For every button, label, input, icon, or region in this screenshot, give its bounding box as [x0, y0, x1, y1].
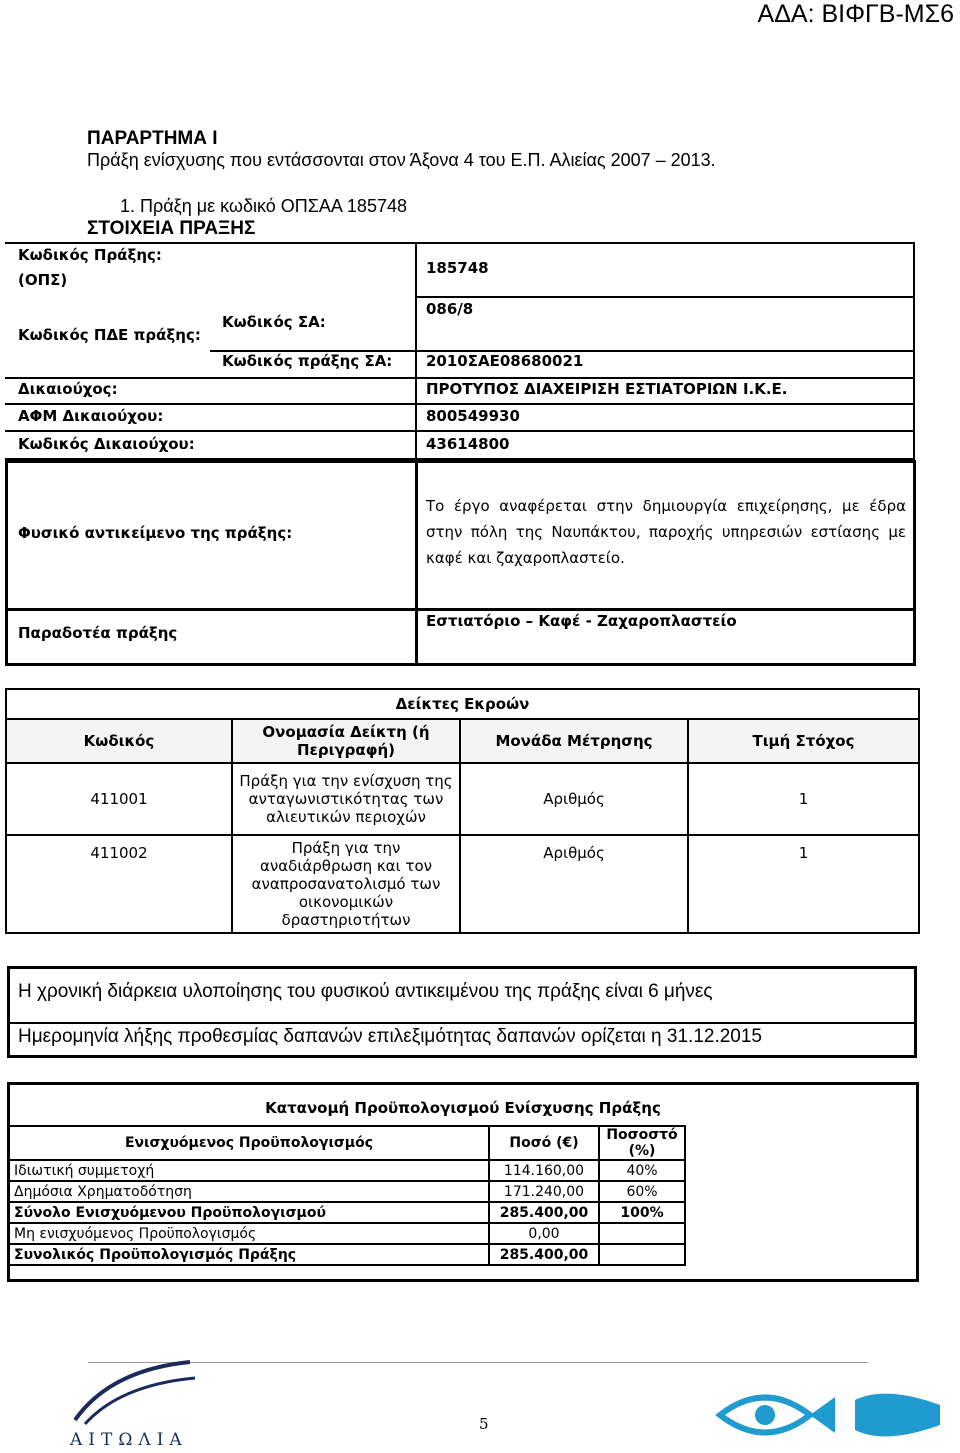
indicators-table [5, 688, 920, 934]
budget-pct [599, 1244, 685, 1265]
budget-col-amount: Ποσό (€) [489, 1126, 599, 1160]
budget-amount: 285.400,00 [489, 1202, 599, 1223]
action-item: 1. Πράξη με κωδικό ΟΠΣΑΑ 185748 [120, 196, 407, 216]
table-row [6, 763, 919, 835]
code-label: Κωδικός Πράξης: [18, 246, 162, 264]
indicator-target: 1 [688, 835, 919, 933]
code-label-ops: (ΟΠΣ) [18, 271, 68, 289]
indicator-unit: Αριθμός [460, 763, 688, 835]
aitolia-logo [70, 1360, 200, 1450]
budget-pct [599, 1223, 685, 1244]
annex-subtitle: Πράξη ενίσχυσης που εντάσσονται στον Άξονα 4 του Ε.Π. Αλιείας 2007 – 2013. [87, 150, 716, 170]
afm-value: 800549930 [426, 407, 520, 425]
table-row [9, 1202, 685, 1223]
budget-label: Μη ενισχυόμενος Προϋπολογισμός [9, 1223, 489, 1244]
budget-pct: 40% [599, 1160, 685, 1181]
indicator-target: 1 [688, 763, 919, 835]
object-value: Το έργο αναφέρεται στην δημιουργία επιχείρησης, με έδρα στην πόλη της Ναυπάκτου, παροχής υπηρεσιών εστίασης με καφέ και ζαχαροπλαστείο. [426, 497, 906, 567]
table-row [9, 1181, 685, 1202]
fish-icon [715, 1385, 945, 1445]
duration-box [7, 966, 917, 1058]
page-number: 5 [479, 1415, 489, 1433]
budget-label: Σύνολο Ενισχυόμενου Προϋπολογισμού [9, 1202, 489, 1223]
budget-amount: 285.400,00 [489, 1244, 599, 1265]
code-value: 185748 [426, 259, 489, 277]
budget-col-pct: Ποσοστό (%) [599, 1126, 685, 1160]
budget-pct: 60% [599, 1181, 685, 1202]
wave-icon [70, 1360, 200, 1430]
deadline-text: Ημερομηνία λήξης προθεσμίας δαπανών επιλεξιμότητας δαπανών ορίζεται η 31.12.2015 [18, 1026, 762, 1047]
budget-label: Ιδιωτική συμμετοχή [9, 1160, 489, 1181]
budget-label: Δημόσια Χρηματοδότηση [9, 1181, 489, 1202]
budget-amount: 0,00 [489, 1223, 599, 1244]
beneficiary-code-label: Κωδικός Δικαιούχου: [18, 435, 195, 453]
beneficiary-code-value: 43614800 [426, 435, 510, 453]
object-label: Φυσικό αντικείμενο της πράξης: [18, 524, 293, 542]
indicators-title: Δείκτες Εκροών [6, 689, 919, 719]
table-row [9, 1223, 685, 1244]
col-name: Ονομασία Δείκτη (ή Περιγραφή) [232, 719, 460, 763]
deliverables-value: Εστιατόριο – Καφέ - Ζαχαροπλαστείο [426, 612, 737, 630]
indicator-code: 411001 [6, 763, 232, 835]
indicator-unit: Αριθμός [460, 835, 688, 933]
budget-title: Κατανομή Προϋπολογισμού Ενίσχυσης Πράξης [265, 1099, 661, 1117]
budget-col-label: Ενισχυόμενος Προϋπολογισμός [9, 1126, 489, 1160]
col-target: Τιμή Στόχος [688, 719, 919, 763]
table-row [6, 835, 919, 933]
table-row [9, 1160, 685, 1181]
beneficiary-value: ΠΡΟΤΥΠΟΣ ΔΙΑΧΕΙΡΙΣΗ ΕΣΤΙΑΤΟΡΙΩΝ Ι.Κ.Ε. [426, 380, 788, 398]
sa-label: Κωδικός ΣΑ: [222, 313, 326, 331]
col-code: Κωδικός [6, 719, 232, 763]
sa-action-value: 2010ΣΑΕ08680021 [426, 352, 584, 370]
sa-value: 086/8 [426, 300, 474, 318]
sa-action-label: Κωδικός πράξης ΣΑ: [222, 352, 393, 370]
budget-amount: 114.160,00 [489, 1160, 599, 1181]
budget-table [8, 1125, 686, 1266]
duration-text: Η χρονική διάρκεια υλοποίησης του φυσικού αντικειμένου της πράξης είναι 6 μήνες [18, 981, 713, 1002]
budget-pct: 100% [599, 1202, 685, 1223]
deliverables-label: Παραδοτέα πράξης [18, 624, 178, 642]
indicator-code: 411002 [6, 835, 232, 933]
annex-title: ΠΑΡΑΡΤΗΜΑ Ι [87, 128, 218, 149]
budget-amount: 171.240,00 [489, 1181, 599, 1202]
logo-text: ΑΙΤΩΛΙΑ [70, 1430, 188, 1450]
budget-label: Συνολικός Προϋπολογισμός Πράξης [9, 1244, 489, 1265]
footer-divider [88, 1362, 868, 1363]
beneficiary-label: Δικαιούχος: [18, 380, 118, 398]
indicator-name: Πράξη για την αναδιάρθρωση και τον αναπροσανατολισμό των οικονομικών δραστηριοτήτων [232, 835, 460, 933]
col-unit: Μονάδα Μέτρησης [460, 719, 688, 763]
afm-label: ΑΦΜ Δικαιούχου: [18, 407, 164, 425]
section-title: ΣΤΟΙΧΕΙΑ ΠΡΑΞΗΣ [87, 218, 256, 239]
table-row [9, 1244, 685, 1265]
indicator-name: Πράξη για την ενίσχυση της ανταγωνιστικότητας των αλιευτικών περιοχών [232, 763, 460, 835]
pde-label: Κωδικός ΠΔΕ πράξης: [18, 326, 201, 344]
ada-code: ΑΔΑ: ΒΙΦΓΒ-ΜΣ6 [757, 0, 954, 28]
eu-fish-logo [715, 1385, 945, 1449]
